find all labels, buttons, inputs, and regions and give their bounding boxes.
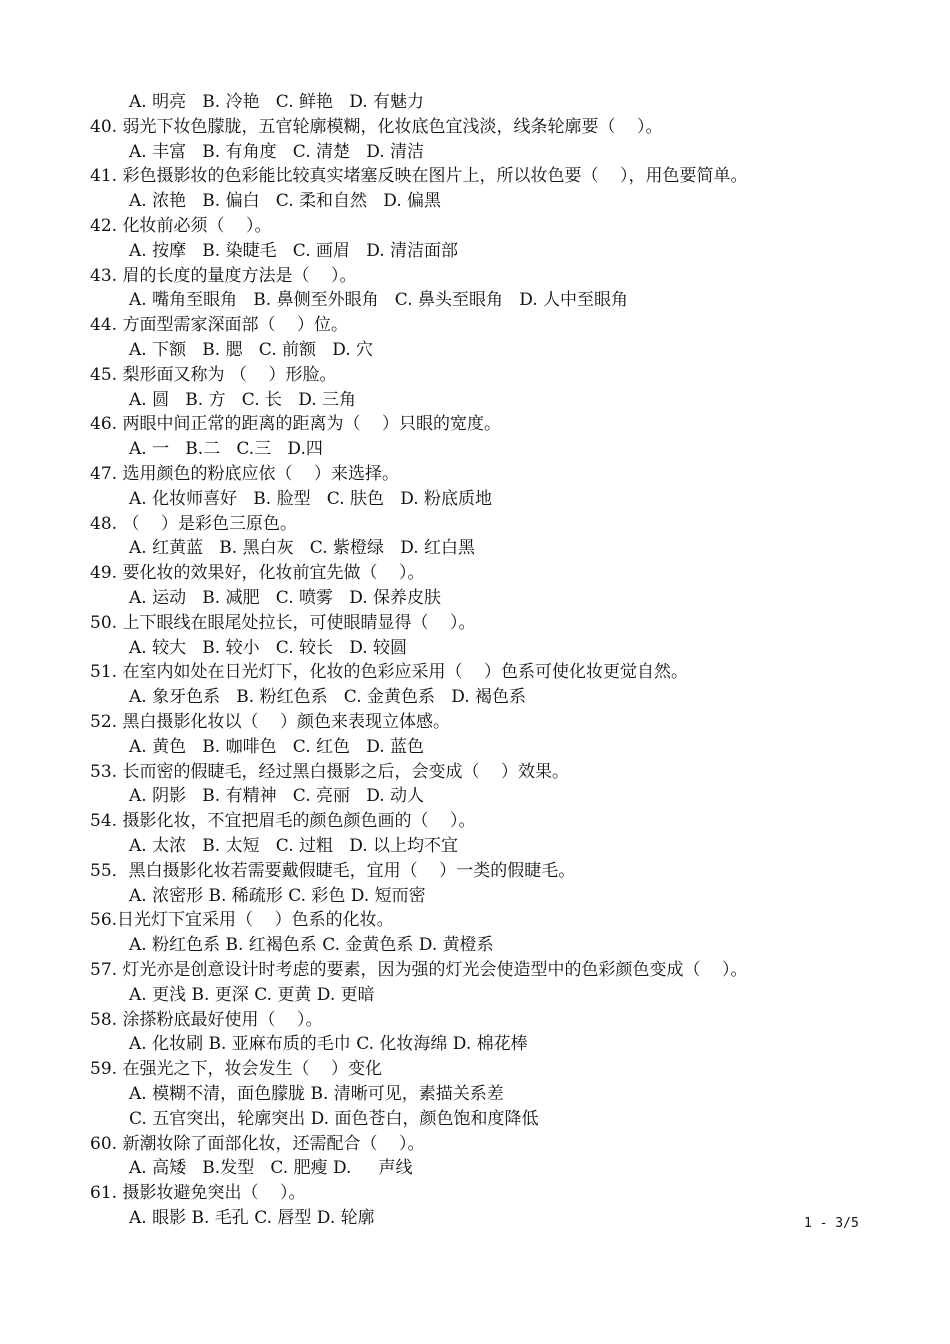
question-text: 50. 上下眼线在眼尾处拉长，可使眼睛显得（ ）。 bbox=[90, 612, 476, 633]
question-text: 58. 涂搽粉底最好使用（ ）。 bbox=[90, 1009, 323, 1030]
answer-options: A. 模糊不清，面色朦胧 B. 清晰可见，素描关系差 bbox=[129, 1084, 504, 1104]
question-text: 40. 弱光下妆色朦胧，五官轮廓模糊，化妆底色宜浅淡，线条轮廓要（ ）。 bbox=[90, 116, 663, 137]
question-text: 47. 选用颜色的粉底应依（ ）来选择。 bbox=[90, 464, 400, 484]
answer-options: A. 太浓 B. 太短 C. 过粗 D. 以上均不宜 bbox=[129, 836, 459, 856]
answer-options: A. 浓密形 B. 稀疏形 C. 彩色 D. 短而密 bbox=[129, 885, 426, 906]
question-text: 53. 长而密的假睫毛，经过黑白摄影之后，会变成（ ）效果。 bbox=[90, 761, 570, 782]
question-text: 45. 梨形面又称为 （ ）形脸。 bbox=[90, 364, 337, 385]
question-text: 57. 灯光亦是创意设计时考虑的要素，因为强的灯光会使造型中的色彩颜色变成（ ）。 bbox=[90, 960, 748, 980]
answer-options: A. 黄色 B. 咖啡色 C. 红色 D. 蓝色 bbox=[129, 736, 425, 757]
answer-options: A. 高矮 B.发型 C. 肥瘦 D. 声线 bbox=[129, 1158, 413, 1179]
question-text: 60. 新潮妆除了面部化妆，还需配合（ ）。 bbox=[90, 1133, 425, 1154]
answer-options: A. 丰富 B. 有角度 C. 清楚 D. 清洁 bbox=[129, 141, 425, 162]
answer-options: A. 化妆师喜好 B. 脸型 C. 肤色 D. 粉底质地 bbox=[129, 488, 493, 509]
answer-options: A. 红黄蓝 B. 黑白灰 C. 紫橙绿 D. 红白黑 bbox=[129, 538, 476, 559]
answer-options: C. 五官突出，轮廓突出 D. 面色苍白，颜色饱和度降低 bbox=[129, 1108, 539, 1129]
question-text: 43. 眉的长度的量度方法是（ ）。 bbox=[90, 265, 357, 286]
question-text: 61. 摄影妆避免突出（ ）。 bbox=[90, 1183, 306, 1204]
question-text: 48. （ ）是彩色三原色。 bbox=[90, 513, 298, 534]
question-text: 56.日光灯下宜采用（ ）色系的化妆。 bbox=[90, 910, 394, 931]
answer-options: A. 明亮 B. 冷艳 C. 鲜艳 D. 有魅力 bbox=[129, 92, 425, 112]
question-text: 52. 黑白摄影化妆以（ ）颜色来表现立体感。 bbox=[90, 712, 451, 732]
page-number: 1 - 3/5 bbox=[804, 1216, 859, 1231]
question-text: 42. 化妆前必须（ ）。 bbox=[90, 216, 272, 236]
answer-options: A. 按摩 B. 染睫毛 C. 画眉 D. 清洁面部 bbox=[129, 240, 459, 261]
answer-options: A. 化妆刷 B. 亚麻布质的毛巾 C. 化妆海绵 D. 棉花棒 bbox=[129, 1034, 528, 1055]
answer-options: A. 较大 B. 较小 C. 较长 D. 较圆 bbox=[129, 637, 408, 658]
question-text: 55．黑白摄影化妆若需要戴假睫毛，宜用（ ）一类的假睫毛。 bbox=[90, 860, 576, 881]
question-text: 59. 在强光之下，妆会发生（ ）变化 bbox=[90, 1059, 383, 1080]
question-text: 41. 彩色摄影妆的色彩能比较真实堵塞反映在图片上，所以妆色要（ ），用色要简单。 bbox=[90, 166, 748, 187]
answer-options: A. 浓艳 B. 偏白 C. 柔和自然 D. 偏黑 bbox=[129, 191, 442, 212]
answer-options: A. 运动 B. 减肥 C. 喷雾 D. 保养皮肤 bbox=[129, 588, 442, 608]
answer-options: A. 象牙色系 B. 粉红色系 C. 金黄色系 D. 褐色系 bbox=[129, 687, 527, 708]
answer-options: A. 一 B.二 C.三 D.四 bbox=[129, 439, 323, 460]
answer-options: A. 下额 B. 腮 C. 前额 D. 穴 bbox=[129, 340, 374, 360]
question-text: 54. 摄影化妆，不宜把眉毛的颜色颜色画的（ ）。 bbox=[90, 811, 476, 832]
answer-options: A. 更浅 B. 更深 C. 更黄 D. 更暗 bbox=[129, 984, 375, 1005]
answer-options: A. 眼影 B. 毛孔 C. 唇型 D. 轮廓 bbox=[129, 1208, 375, 1228]
question-text: 51. 在室内如处在日光灯下，化妆的色彩应采用（ ）色系可使化妆更觉自然。 bbox=[90, 662, 689, 683]
answer-options: A. 粉红色系 B. 红褐色系 C. 金黄色系 D. 黄橙系 bbox=[129, 935, 494, 956]
question-text: 46. 两眼中间正常的距离的距离为（ ）只眼的宽度。 bbox=[90, 414, 502, 435]
question-text: 49. 要化妆的效果好，化妆前宜先做（ ）。 bbox=[90, 563, 425, 584]
question-text: 44. 方面型需家深面部（ ）位。 bbox=[90, 315, 349, 336]
answer-options: A. 圆 B. 方 C. 长 D. 三角 bbox=[129, 389, 357, 410]
answer-options: A. 阴影 B. 有精神 C. 亮丽 D. 动人 bbox=[129, 786, 425, 807]
answer-options: A. 嘴角至眼角 B. 鼻侧至外眼角 C. 鼻头至眼角 D. 人中至眼角 bbox=[129, 290, 629, 311]
